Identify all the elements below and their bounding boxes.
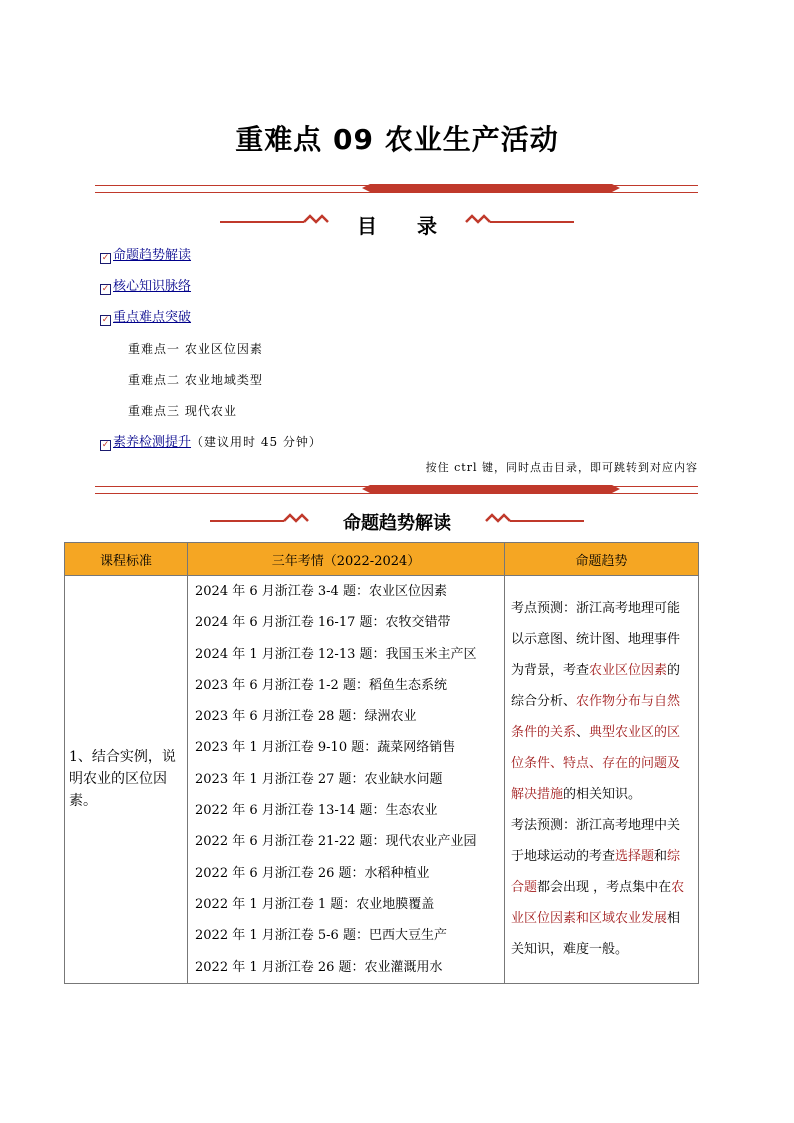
highlight-text: 选择题 — [615, 849, 655, 865]
header-exams: 三年考情（2022-2024） — [188, 543, 505, 576]
toc-subitem[interactable]: 重难点三 现代农业 — [128, 404, 237, 418]
highlight-text: 农业区位因素和区域农业发展 — [511, 880, 685, 927]
exams-cell — [188, 576, 505, 984]
ctrl-hint: 按住 ctrl 键，同时点击目录，即可跳转到对应内容 — [425, 461, 698, 474]
section-heading: 命题趋势解读 — [343, 513, 451, 534]
toc-link[interactable]: 命题趋势解读 — [113, 248, 192, 263]
exam-item: 2022 年 1 月浙江卷 5-6 题：巴西大豆生产 — [195, 928, 447, 944]
checkbox-icon: ✓ — [101, 253, 110, 263]
section-divider — [95, 484, 698, 496]
trend-table — [64, 542, 699, 984]
page-title: 重难点 09 农业生产活动 — [235, 123, 559, 156]
highlight-text: 典型农业区的区位条件、特点、存在的问题及解决措施 — [511, 725, 681, 803]
toc-item-trend[interactable] — [100, 246, 191, 266]
highlight-text: 综合题 — [511, 849, 681, 896]
exam-item: 2022 年 6 月浙江卷 13-14 题：生态农业 — [195, 803, 438, 819]
exam-item: 2023 年 1 月浙江卷 9-10 题：蔬菜网络销售 — [195, 740, 456, 756]
toc-link[interactable]: 素养检测提升 — [113, 435, 192, 450]
checkbox-icon: ✓ — [101, 284, 110, 294]
section-banner — [200, 506, 594, 536]
exam-item: 2023 年 1 月浙江卷 27 题：农业缺水问题 — [195, 771, 443, 787]
exam-item: 2024 年 6 月浙江卷 3-4 题：农业区位因素 — [195, 584, 447, 599]
exam-item: 2024 年 1 月浙江卷 12-13 题：我国玉米主产区 — [195, 646, 477, 662]
checkbox-icon: ✓ — [101, 315, 110, 325]
highlight-text: 农作物分布与自然条件的关系 — [511, 694, 681, 741]
toc-link[interactable]: 重点难点突破 — [113, 310, 192, 325]
toc-heading: 目 录 — [357, 214, 437, 238]
standard-cell: 1、结合实例，说明农业的区位因素。 — [65, 576, 188, 984]
toc-note: （建议用时 45 分钟） — [191, 435, 322, 449]
trend-cell — [505, 576, 699, 984]
toc-banner — [200, 207, 594, 237]
highlight-text: 农业区位因素 — [589, 663, 668, 679]
exam-item: 2022 年 6 月浙江卷 26 题：水稻种植业 — [195, 865, 430, 881]
exam-item: 2022 年 6 月浙江卷 21-22 题：现代农业产业园 — [195, 834, 477, 850]
toc-item-keypoints[interactable] — [100, 308, 191, 328]
toc-subitem[interactable]: 重难点二 农业地域类型 — [128, 373, 263, 387]
exam-item: 2022 年 1 月浙江卷 26 题：农业灌溉用水 — [195, 959, 443, 975]
header-standard: 课程标准 — [65, 543, 188, 576]
toc-subitem[interactable]: 重难点一 农业区位因素 — [128, 342, 263, 356]
toc-link[interactable]: 核心知识脉络 — [113, 279, 192, 294]
toc-item-knowledge[interactable] — [100, 277, 191, 297]
checkbox-icon: ✓ — [101, 440, 110, 450]
toc-item-assessment[interactable] — [100, 432, 322, 452]
header-trend: 命题趋势 — [505, 543, 699, 576]
exam-item: 2024 年 6 月浙江卷 16-17 题：农牧交错带 — [195, 615, 451, 631]
method-prediction: 考法预测：浙江高考地理中关于地球运动的考查选择题和综合题都会出现 ，考点集中在农业区位因素和区域农业发展相关知识，难度一般。 — [511, 818, 685, 958]
exam-item: 2022 年 1 月浙江卷 1 题：农业地膜覆盖 — [195, 896, 435, 912]
title-divider — [95, 183, 698, 195]
exam-item: 2023 年 6 月浙江卷 1-2 题：稻鱼生态系统 — [195, 677, 447, 693]
exam-item: 2023 年 6 月浙江卷 28 题：绿洲农业 — [195, 709, 417, 725]
trend-prediction: 考点预测：浙江高考地理可能以示意图、统计图、地理事件为背景，考查农业区位因素的综合分析、农作物分布与自然条件的关系、典型农业区的区位条件、特点、存在的问题及解决措施的相关知识。 — [511, 601, 681, 803]
